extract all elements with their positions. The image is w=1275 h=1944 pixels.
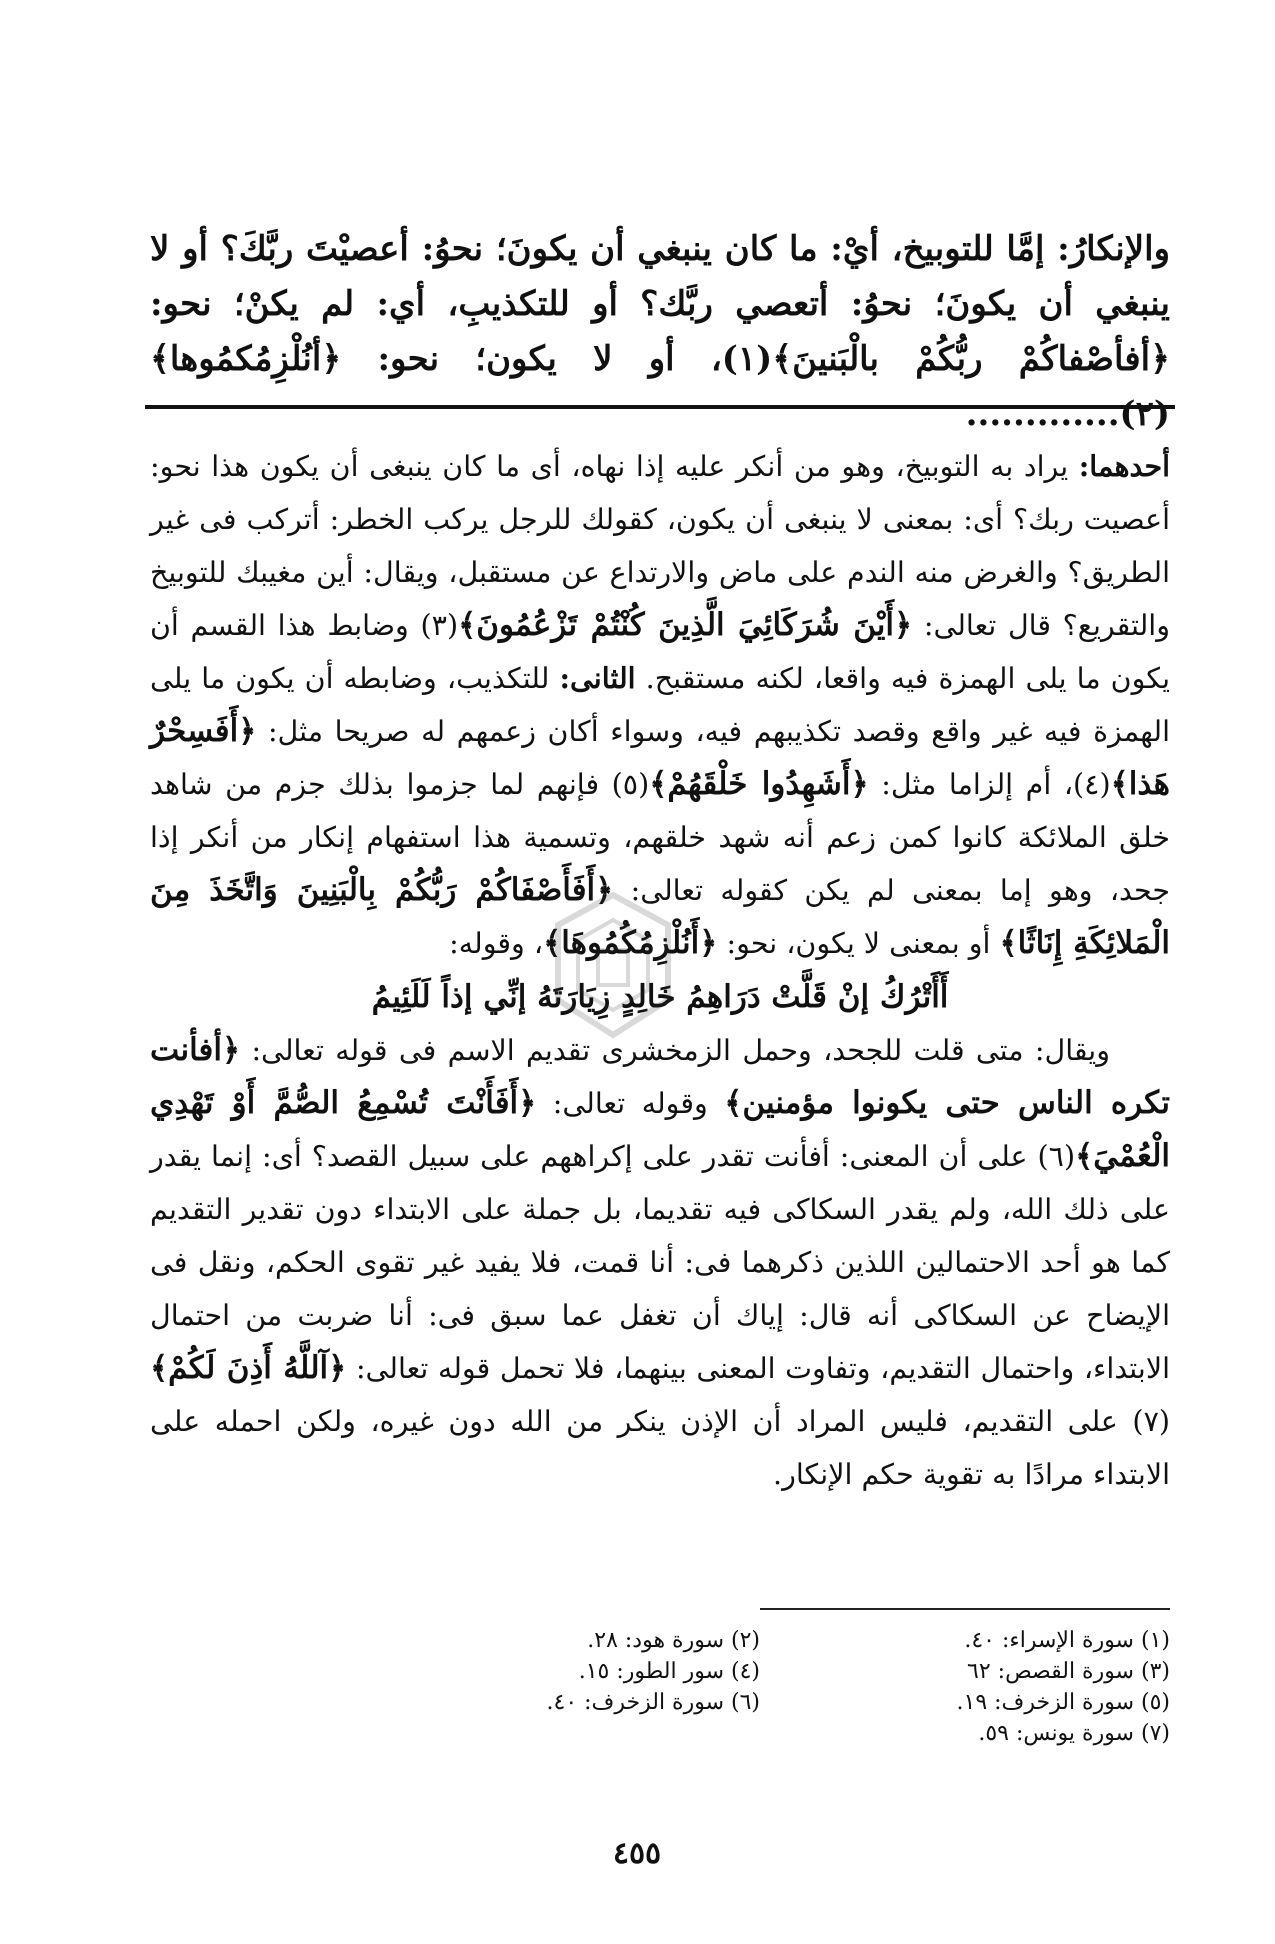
- commentary-text: (٦) على أن المعنى: أفأنت تقدر على إكراههم على سبيل القصد؟ أى: إنما يقدر على ذلك الله، ولم يقدر السكاكى فيه تقديما، بل جملة على الابتداء دون تقدير التقديم كما هو أحد الاحتمالين اللذين ذكرهما فى: أنا قمت، فلا يفيد غير تقوى الحكم، ونقل فى الإيضاح عن السكاكى أنه قال: إياك أن تغفل عما سبق فى: أنا ضربت من احتمال الابتداء، واحتمال التقديم، وتفاوت المعنى بينهما، فلا تحمل قوله تعالى:: [150, 1140, 1171, 1385]
- commentary-text: ، وقوله:: [449, 927, 544, 960]
- commentary-text: للتكذيب، وضابطه أن يكون ما يلى الهمزة فيه غير واقع وقصد تكذيبهم فيه، وسواء أكان زعمهم له صريحا مثل:: [150, 662, 1170, 748]
- library-watermark-stamp: [548, 890, 678, 1040]
- commentary-text: وقوله تعالى:: [536, 1087, 725, 1120]
- page-number: ٤٥٥: [612, 1836, 662, 1871]
- footnote: (٤) سور الطور: ١٥.: [578, 1659, 760, 1684]
- quran-quote: ﴿أَنُلْزِمُكُمُوهَا﴾: [543, 925, 718, 961]
- quran-quote: ﴿أَيْنَ شُرَكَائِيَ الَّذِينَ كُنْتُمْ تَزْعُمُونَ﴾: [458, 607, 913, 643]
- commentary-text: يراد به التوبيخ، وهو من أنكر عليه إذا نهاه، أى ما كان ينبغى أن يكون هذا نحو: أعصيت ربك؟ أى: بمعنى لا ينبغى أن يكون، كقولك للرجل يركب الخطر: أتركب فى غير الطريق؟ والغرض منه الندم على ماض والارتداع عن مستقبل، ويقال: أين مغيبك للتوبيخ والتقريع؟ قال تعالى:: [150, 450, 1170, 642]
- main-paragraph: والإنكارُ: إمَّا للتوبيخ، أيْ: ما كان ينبغي أن يكونَ؛ نحوُ: أعصيْتَ ربَّكَ؟ أو لا ينبغي أن يكونَ؛ نحوُ: أتعصي ربَّك؟ أو للتكذيبِ، أي: لم يكنْ؛ نحو: ﴿أفأصْفاكُمْ ربُّكُمْ بالْبَنينَ﴾(١)، أو لا يكون؛ نحو: ﴿أنُلْزِمُكمُوها﴾(٢).............: [150, 229, 1170, 434]
- quran-quote: ﴿أَشَهِدُوا خَلْقَهُمْ﴾: [649, 766, 869, 802]
- footnotes: [430, 1625, 1170, 1749]
- commentary-text: (٥) فإنهم لما جزموا بذلك جزم من شاهد خلق الملائكة كانوا كمن زعم أنه شهد خلقهم، وتسمية هذا استفهام إنكار من أنكر إذا جحد، وهو إما بمعنى لم يكن كقوله تعالى:: [150, 768, 1171, 907]
- footnote: (٣) سورة القصص: ٦٢: [967, 1659, 1170, 1684]
- commentary-lead-1: أحدهما:: [1078, 449, 1170, 483]
- footnote: (١) سورة الإسراء: ٤٠.: [964, 1628, 1170, 1653]
- commentary-text: (٤)، أم إلزاما مثل:: [868, 768, 1111, 801]
- main-text-block: [150, 222, 1170, 442]
- commentary-text: ويقال: متى قلت للجحد، وحمل الزمخشرى تقديم الاسم فى قوله تعالى:: [240, 1034, 1110, 1067]
- footnote-empty: [430, 1718, 760, 1749]
- footnote: (٢) سورة هود: ٢٨.: [587, 1628, 760, 1653]
- quran-quote: ﴿أَفَأَصْفَاكُمْ رَبُّكُمْ بِالْبَنِينَ وَاتَّخَذَ مِنَ الْمَلائِكَةِ إِنَاثًا﴾: [150, 872, 1170, 961]
- commentary-lead-2: الثانى:: [559, 661, 636, 695]
- commentary-text: (٣) وضابط هذا القسم أن يكون ما يلى الهمزة فيه واقعا، لكنه مستقبح.: [150, 609, 1171, 695]
- quran-quote: ﴿أَفَأَنْتَ تُسْمِعُ الصُّمَّ أَوْ تَهْدِي الْعُمْيَ﴾: [150, 1085, 1170, 1174]
- section-divider: [145, 405, 1175, 409]
- footnote: (٥) سورة الزخرف: ١٩.: [956, 1690, 1170, 1715]
- commentary-paragraph-2: [150, 1024, 1170, 1501]
- footnote-divider: [760, 1608, 1170, 1610]
- footnote: (٧) سورة يونس: ٥٩.: [978, 1721, 1170, 1746]
- poetry-verse: أَأَتْرُكُ إنْ قَلَّتْ دَرَاهِمُ خَالِدٍ زِيَارَتَهُ إنِّي إذاً لَلَئِيمُ: [371, 979, 949, 1015]
- commentary-text: (٧) على التقديم، فليس المراد أن الإذن ينكر من الله دون غيره، ولكن احمله على الابتداء مرادًا به تقوية حكم الإنكار.: [150, 1405, 1170, 1491]
- footnote: (٦) سورة الزخرف: ٤٠.: [546, 1690, 760, 1715]
- quran-quote: ﴿أفأنت تكره الناس حتى يكونوا مؤمنين﴾: [150, 1032, 1171, 1121]
- quran-quote: ﴿آللَّهُ أَذِنَ لَكُمْ﴾: [150, 1350, 347, 1386]
- commentary-text: أو بمعنى لا يكون، نحو:: [717, 927, 1000, 960]
- quran-quote: ﴿أَفَسِحْرٌ هَذا﴾: [150, 713, 1170, 802]
